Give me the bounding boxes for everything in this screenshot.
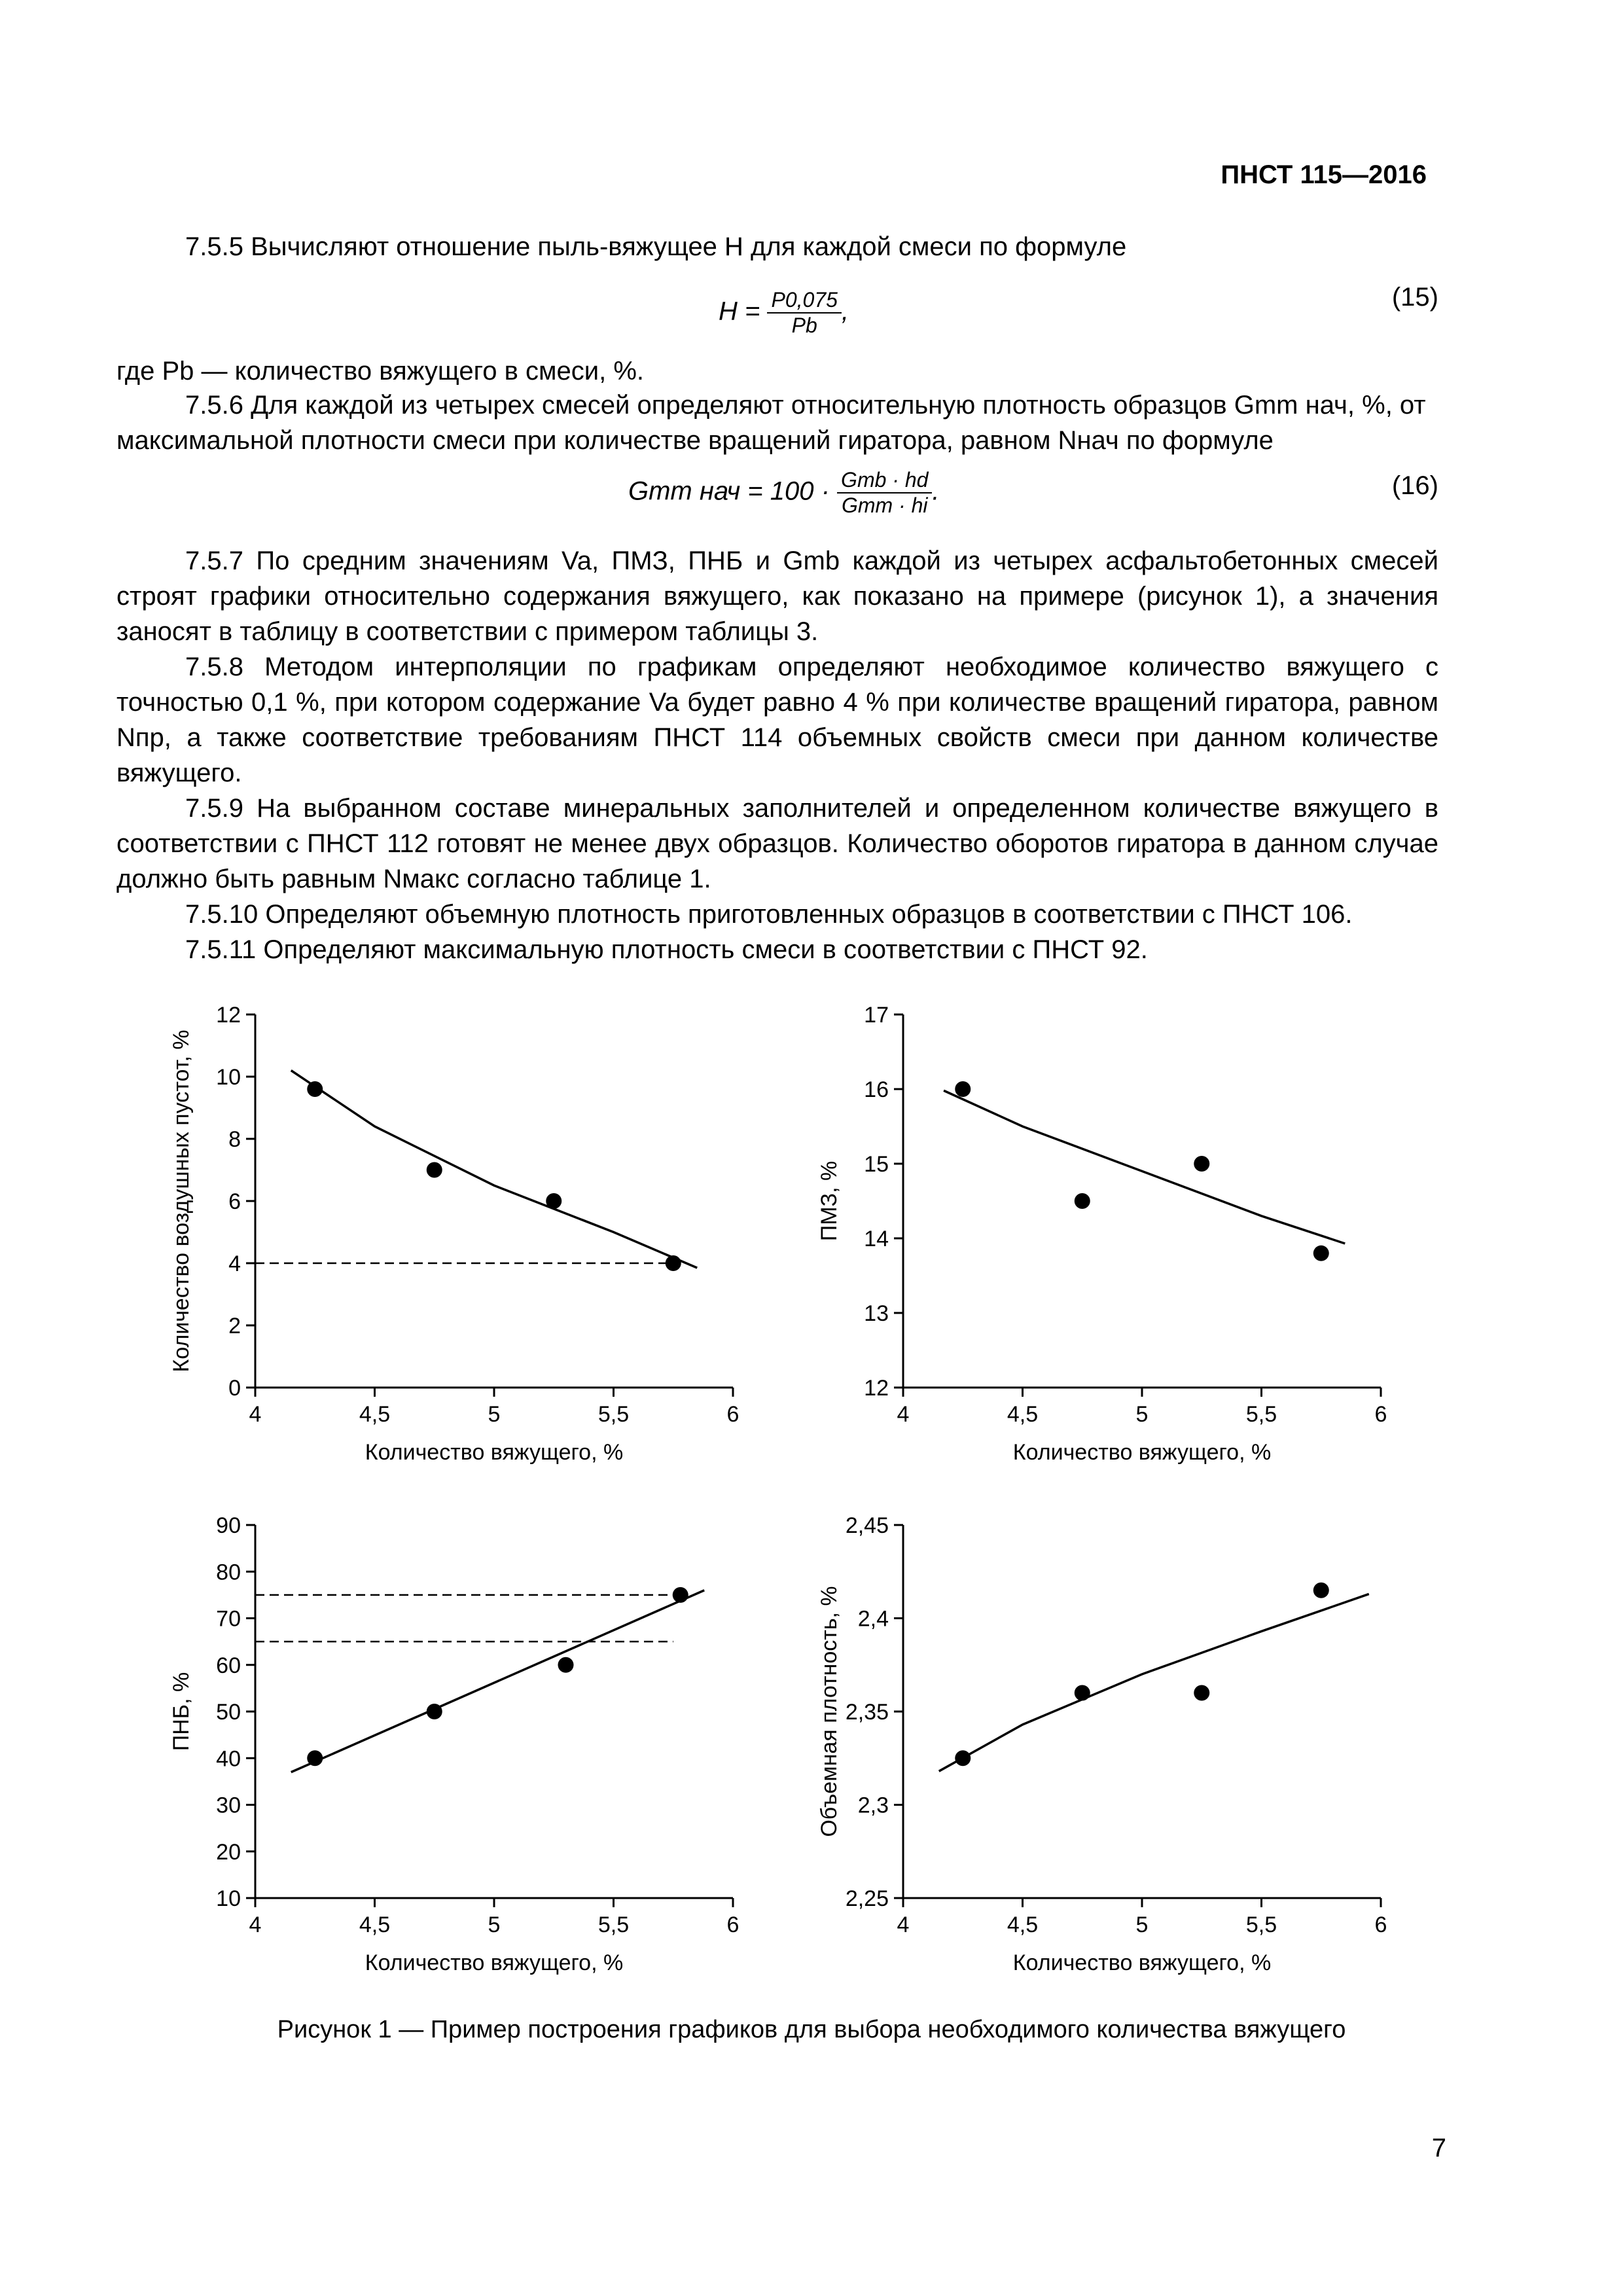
x-tick-label: 4,5 xyxy=(359,1402,391,1427)
chart-vma-svg xyxy=(805,995,1407,1479)
page-number: 7 xyxy=(1431,2134,1446,2162)
x-tick-label: 4 xyxy=(249,1912,262,1937)
chart-air-voids-svg xyxy=(157,995,759,1479)
paragraph-7-5-11: 7.5.11 Определяют максимальную плотность смеси в соответствии с ПНСТ 92. xyxy=(185,935,1148,964)
y-tick-label: 8 xyxy=(228,1127,241,1152)
paragraph-7-5-10: 7.5.10 Определяют объемную плотность приготовленных образцов в соответствии с ПНСТ 106. xyxy=(185,900,1353,929)
y-tick-label: 13 xyxy=(864,1301,889,1326)
x-tick-label: 5 xyxy=(488,1402,501,1427)
y-tick-label: 60 xyxy=(216,1653,241,1678)
y-tick-label: 90 xyxy=(216,1513,241,1538)
y-tick-label: 10 xyxy=(216,1065,241,1090)
x-tick-label: 4 xyxy=(897,1912,910,1937)
data-point xyxy=(307,1081,323,1097)
trend-line xyxy=(291,1590,704,1772)
data-point xyxy=(955,1081,971,1097)
formula-15-numerator: P0,075 xyxy=(767,288,841,314)
chart-air-voids xyxy=(157,995,759,1482)
chart-vfa xyxy=(157,1505,759,1993)
data-point xyxy=(427,1704,442,1719)
y-tick-label: 2,35 xyxy=(845,1700,889,1725)
formula-16-number: (16) xyxy=(1391,471,1438,500)
data-point xyxy=(666,1255,681,1271)
data-point xyxy=(427,1162,442,1178)
y-tick-label: 14 xyxy=(864,1227,889,1251)
x-tick-label: 4,5 xyxy=(1007,1402,1039,1427)
y-tick-label: 17 xyxy=(864,1003,889,1028)
x-tick-label: 4 xyxy=(249,1402,262,1427)
x-tick-label: 6 xyxy=(726,1912,740,1937)
y-tick-label: 50 xyxy=(216,1700,241,1725)
figure-caption: Рисунок 1 — Пример построения графиков для выбора необходимого количества вяжущего xyxy=(277,2016,1346,2043)
y-tick-label: 6 xyxy=(228,1189,241,1214)
formula-16-lhs: Gmm нач = 100 · xyxy=(628,476,830,506)
y-tick-label: 20 xyxy=(216,1839,241,1865)
y-tick-label: 10 xyxy=(216,1886,241,1911)
y-tick-label: 2,3 xyxy=(857,1793,889,1818)
data-point xyxy=(558,1657,574,1673)
data-point xyxy=(1075,1193,1090,1209)
data-point xyxy=(1194,1156,1209,1172)
formula-16-numerator: Gmb · hd xyxy=(837,468,932,493)
data-point xyxy=(546,1193,562,1209)
y-tick-label: 15 xyxy=(864,1152,889,1177)
x-tick-label: 6 xyxy=(1374,1912,1387,1937)
data-point xyxy=(673,1587,688,1603)
y-axis-label: Количество воздушных пустот, % xyxy=(169,1030,194,1372)
where-clause: где Pb — количество вяжущего в смеси, %. xyxy=(116,357,645,386)
trend-line xyxy=(939,1594,1369,1771)
data-point xyxy=(1194,1685,1209,1701)
formula-15-tail: , xyxy=(841,296,849,326)
y-tick-label: 30 xyxy=(216,1793,241,1818)
trend-line xyxy=(291,1071,698,1268)
x-tick-label: 5,5 xyxy=(597,1402,630,1427)
y-tick-label: 16 xyxy=(864,1077,889,1102)
paragraph-7-5-8: 7.5.8 Методом интерполяции по графикам определяют необходимое количество вяжущего с точностью 0,1 %, при котором содержание Va будет равно 4 % при количестве вращений гиратора, равном Nпр, а также соответствие требованиям ПНСТ 114 объемных свойств смеси при данном количестве вяжущего. xyxy=(116,653,1438,787)
y-tick-label: 0 xyxy=(228,1376,241,1401)
formula-16-denominator: Gmm · hi xyxy=(841,493,928,517)
y-axis-label: Объемная плотность, % xyxy=(817,1586,842,1837)
document-id: ПНСТ 115—2016 xyxy=(1221,160,1427,189)
formula-15 xyxy=(719,288,849,338)
y-tick-label: 12 xyxy=(216,1003,241,1028)
x-tick-label: 4 xyxy=(897,1402,910,1427)
x-tick-label: 6 xyxy=(726,1402,740,1427)
chart-bulk-density-svg xyxy=(805,1505,1407,1990)
y-tick-label: 12 xyxy=(864,1376,889,1401)
paragraph-block xyxy=(116,543,1438,967)
x-tick-label: 5 xyxy=(1135,1912,1149,1937)
x-axis-label: Количество вяжущего, % xyxy=(365,1950,624,1975)
y-tick-label: 70 xyxy=(216,1606,241,1632)
y-tick-label: 2,45 xyxy=(845,1513,889,1538)
x-axis-label: Количество вяжущего, % xyxy=(1012,1440,1272,1465)
data-point xyxy=(307,1750,323,1766)
y-tick-label: 40 xyxy=(216,1746,241,1772)
data-point xyxy=(1313,1583,1329,1598)
x-tick-label: 4,5 xyxy=(1007,1912,1039,1937)
formula-15-denominator: Pb xyxy=(791,314,817,337)
x-tick-label: 6 xyxy=(1374,1402,1387,1427)
paragraph-7-5-5: 7.5.5 Вычисляют отношение пыль-вяжущее H для каждой смеси по формуле xyxy=(185,232,1127,261)
x-tick-label: 5,5 xyxy=(597,1912,630,1937)
formula-15-number: (15) xyxy=(1391,283,1438,312)
data-point xyxy=(1313,1246,1329,1261)
y-tick-label: 2,25 xyxy=(845,1886,889,1911)
paragraph-7-5-9: 7.5.9 На выбранном составе минеральных заполнителей и определенном количестве вяжущего в соответствии с ПНСТ 112 готовят не менее двух образцов. Количество оборотов гиратора в данном случае должно быть равным Nмакс согласно таблице 1. xyxy=(116,794,1438,893)
x-tick-label: 5 xyxy=(488,1912,501,1937)
chart-bulk-density xyxy=(805,1505,1407,1993)
y-axis-label: ПМЗ, % xyxy=(817,1160,842,1242)
y-tick-label: 4 xyxy=(228,1251,241,1276)
x-tick-label: 5,5 xyxy=(1245,1912,1277,1937)
trend-line xyxy=(944,1090,1345,1244)
y-tick-label: 2 xyxy=(228,1314,241,1338)
x-axis-label: Количество вяжущего, % xyxy=(365,1440,624,1465)
formula-16 xyxy=(628,468,940,518)
y-tick-label: 80 xyxy=(216,1560,241,1585)
formula-16-tail: . xyxy=(932,476,940,506)
paragraph-7-5-7: 7.5.7 По средним значениям Va, ПМЗ, ПНБ и Gmb каждой из четырех асфальтобетонных смесей строят графики относительно содержания вяжущего, как показано на примере (рисунок 1), а значения заносят в таблицу в соответствии с примером таблицы 3. xyxy=(116,547,1438,646)
x-axis-label: Количество вяжущего, % xyxy=(1012,1950,1272,1975)
y-axis-label: ПНБ, % xyxy=(169,1672,194,1751)
x-tick-label: 5,5 xyxy=(1245,1402,1277,1427)
x-tick-label: 5 xyxy=(1135,1402,1149,1427)
chart-vfa-svg xyxy=(157,1505,759,1990)
paragraph-7-5-6: 7.5.6 Для каждой из четырех смесей определяют относительную плотность образцов Gmm нач, %, от максимальной плотности смеси при количестве вращений гиратора, равном Nнач по формуле xyxy=(116,391,1426,455)
x-tick-label: 4,5 xyxy=(359,1912,391,1937)
formula-15-lhs: H = xyxy=(719,296,760,326)
chart-vma xyxy=(805,995,1407,1482)
y-tick-label: 2,4 xyxy=(857,1606,889,1632)
data-point xyxy=(1075,1685,1090,1701)
data-point xyxy=(955,1750,971,1766)
